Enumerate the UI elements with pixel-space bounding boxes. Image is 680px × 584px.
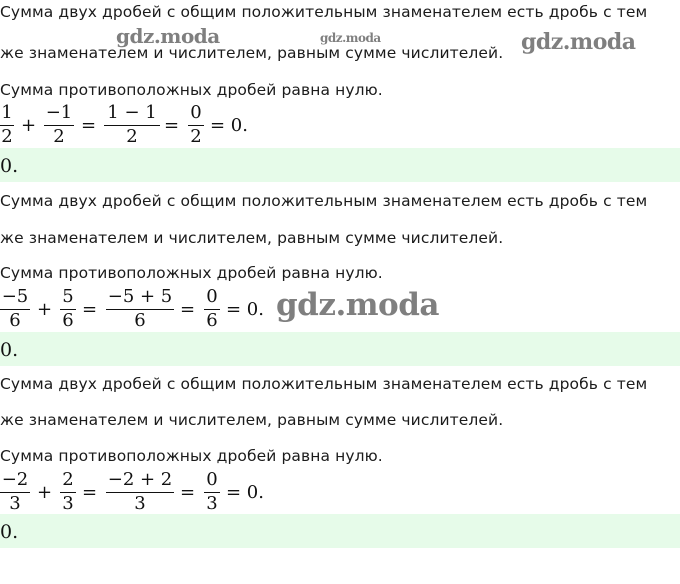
plus-sign: + [37,299,53,320]
equation-tail: = 0. [226,299,264,320]
numerator: 0 [190,104,202,123]
numerator: 1 − 1 [107,104,157,123]
rule-line-1: Сумма двух дробей с общим положительным знаменателем есть дробь с тем [0,375,648,393]
denominator: 3 [9,495,21,510]
numerator: 0 [206,288,218,307]
numerator: −2 + 2 [107,471,173,490]
denominator: 2 [126,128,138,143]
denominator: 3 [134,495,146,510]
equation-3 [0,471,330,515]
equals-sign: = [164,115,180,136]
denominator: 6 [62,312,74,327]
watermark-logo: gdz.moda [276,287,439,323]
equation-1 [0,104,330,148]
equation-tail: = 0. [226,482,264,503]
denominator: 3 [62,495,74,510]
denominator: 6 [9,312,21,327]
watermark-logo: gdz.moda [521,29,636,55]
watermark-logo: gdz.moda [320,31,381,45]
equals-sign: = [82,482,98,503]
numerator: 1 [1,104,13,123]
opposite-rule: Сумма противоположных дробей равна нулю. [0,81,383,99]
plus-sign: + [21,115,37,136]
equation-tail: = 0. [210,115,248,136]
numerator: 0 [206,471,218,490]
equals-sign: = [180,299,196,320]
denominator: 2 [1,128,13,143]
denominator: 6 [206,312,218,327]
equals-sign: = [180,482,196,503]
rule-line-1: Сумма двух дробей с общим положительным знаменателем есть дробь с тем [0,3,648,21]
opposite-rule: Сумма противоположных дробей равна нулю. [0,447,383,465]
answer-row [0,332,680,366]
plus-sign: + [37,482,53,503]
numerator: 5 [62,288,74,307]
denominator: 3 [206,495,218,510]
rule-line-2: же знаменателем и числителем, равным сумме числителей. [0,229,504,247]
answer-value: 0. [0,521,19,543]
rule-line-1: Сумма двух дробей с общим положительным знаменателем есть дробь с тем [0,192,648,210]
opposite-rule: Сумма противоположных дробей равна нулю. [0,264,383,282]
answer-row [0,148,680,182]
numerator: 2 [62,471,74,490]
equals-sign: = [82,299,98,320]
answer-value: 0. [0,339,19,361]
denominator: 2 [190,128,202,143]
numerator: −2 [1,471,29,490]
answer-row [0,514,680,548]
equals-sign: = [81,115,97,136]
denominator: 2 [53,128,65,143]
denominator: 6 [134,312,146,327]
rule-line-2: же знаменателем и числителем, равным сумме числителей. [0,411,504,429]
watermark-logo: gdz.moda [116,24,220,48]
numerator: −5 [1,288,29,307]
numerator: −1 [45,104,73,123]
numerator: −5 + 5 [107,288,173,307]
answer-value: 0. [0,155,19,177]
rule-line-2: же знаменателем и числителем, равным сумме числителей. [0,44,504,62]
